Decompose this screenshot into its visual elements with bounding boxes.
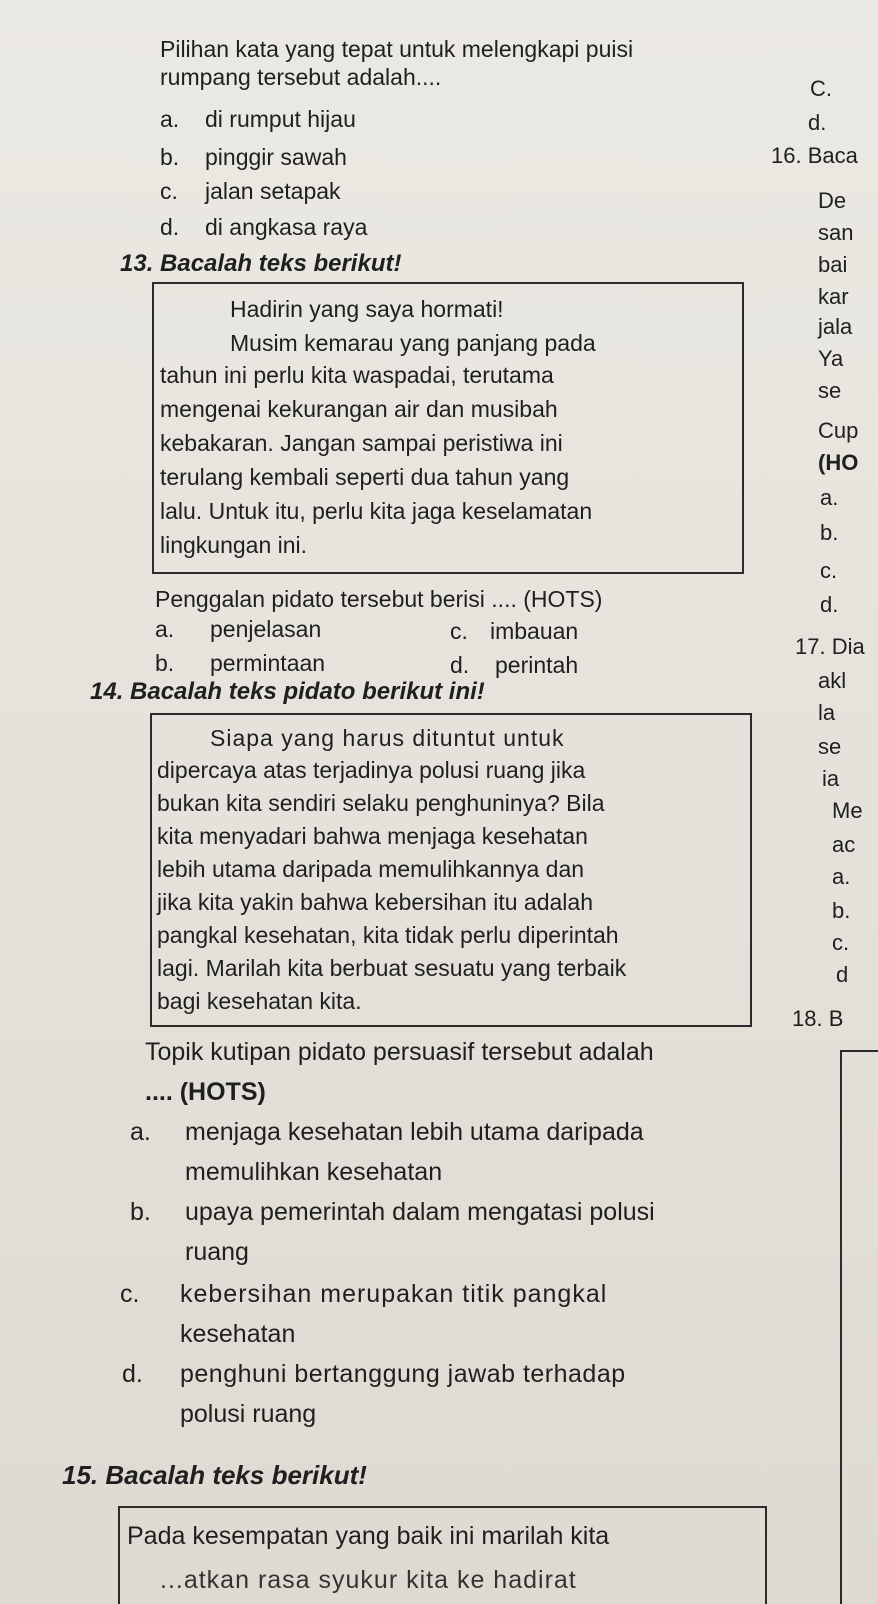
right-col-item: kar [818,284,849,309]
q15-box-line-1: Pada kesempatan yang baik ini marilah kita [127,1522,610,1550]
q13-option-c-letter: c. [450,618,468,644]
q13-box-line-7: lalu. Untuk itu, perlu kita jaga keselamatan [160,498,593,524]
q15-box-line-2: ...atkan rasa syukur kita ke hadirat [160,1566,577,1594]
q14-title: 14. Bacalah teks pidato berikut ini! [90,678,485,705]
right-col-box-edge [840,1050,878,1604]
q12-stem-line-1: Pilihan kata yang tepat untuk melengkapi puisi [160,36,634,62]
q14-box-line-8: lagi. Marilah kita berbuat sesuatu yang terbaik [157,955,627,981]
right-col-item: Ya [818,346,844,371]
q13-option-c-text: imbauan [490,618,579,644]
right-col-item: b. [820,520,839,545]
q13-box-line-8: lingkungan ini. [160,532,308,558]
right-col-item: b. [832,898,851,923]
right-col-item: c. [820,558,838,583]
q14-stem-line-2: .... (HOTS) [145,1078,266,1106]
q14-box-line-4: kita menyadari bahwa menjaga kesehatan [157,823,588,849]
q14-option-b-letter: b. [130,1198,151,1226]
right-col-item: Cup [818,418,859,443]
q14-box-line-6: jika kita yakin bahwa kebersihan itu adalah [157,889,593,915]
q13-box-line-6: terulang kembali seperti dua tahun yang [160,464,570,490]
q14-option-d-line-2: polusi ruang [180,1400,317,1428]
q12-option-b-letter: b. [160,144,180,170]
right-col-item: d. [808,110,827,135]
q14-option-d-letter: d. [122,1360,143,1388]
q13-option-d-text: perintah [495,652,579,678]
q14-box-line-2: dipercaya atas terjadinya polusi ruang jika [157,757,586,783]
right-col-item: se [818,378,842,403]
right-col-item: jala [818,314,853,339]
q12-option-d-text: di angkasa raya [205,214,368,240]
q14-box-line-7: pangkal kesehatan, kita tidak perlu diperintah [157,922,619,948]
right-col-item: san [818,220,854,245]
q14-option-a-line-1: menjaga kesehatan lebih utama daripada [185,1118,644,1146]
q13-option-a-letter: a. [155,616,175,642]
right-col-item: d. [820,592,839,617]
right-col-item: bai [818,252,848,277]
right-col-item: 17. Dia [795,634,865,659]
q13-option-d-letter: d. [450,652,470,678]
q13-box-line-1: Hadirin yang saya hormati! [230,296,504,322]
q15-title: 15. Bacalah teks berikut! [62,1460,367,1490]
right-col-item: a. [820,485,839,510]
q13-box-line-2: Musim kemarau yang panjang pada [230,330,596,356]
right-col-item: a. [832,864,851,889]
q14-option-a-letter: a. [130,1118,151,1146]
q14-box-line-3: bukan kita sendiri selaku penghuninya? Bila [157,790,605,816]
q13-option-b-text: permintaan [210,650,326,676]
q14-option-d-line-1: penghuni bertanggung jawab terhadap [180,1360,626,1388]
q12-option-c-letter: c. [160,178,178,204]
right-col-item: ia [822,766,840,791]
q14-box-line-1: Siapa yang harus dituntut untuk [210,725,565,751]
q13-option-a-text: penjelasan [210,616,322,642]
q12-option-b-text: pinggir sawah [205,144,347,170]
q14-option-c-letter: c. [120,1280,140,1308]
right-col-item: 16. Baca [771,143,858,168]
right-col-item: d [836,962,849,987]
q14-option-b-line-1: upaya pemerintah dalam mengatasi polusi [185,1198,655,1226]
q13-text-box [152,282,744,574]
right-col-item: la [818,700,836,725]
right-col-item: akl [818,668,847,693]
q14-stem-line-1: Topik kutipan pidato persuasif tersebut adalah [145,1038,654,1066]
q13-option-b-letter: b. [155,650,175,676]
q14-box-line-5: lebih utama daripada memulihkannya dan [157,856,585,882]
q12-option-d-letter: d. [160,214,180,240]
q12-option-c-text: jalan setapak [205,178,341,204]
right-col-item: C. [810,76,832,101]
right-col-item: se [818,734,842,759]
q14-option-b-line-2: ruang [185,1238,249,1266]
q12-option-a-letter: a. [160,106,180,132]
q12-option-a-text: di rumput hijau [205,106,356,132]
q13-box-line-5: kebakaran. Jangan sampai peristiwa ini [160,430,563,456]
right-col-item: De [818,188,847,213]
right-col-item: ac [832,832,856,857]
q13-title: 13. Bacalah teks berikut! [120,250,402,277]
q14-option-c-line-2: kesehatan [180,1320,296,1348]
right-col-item: Me [832,798,863,823]
q13-box-line-3: tahun ini perlu kita waspadai, terutama [160,362,554,388]
q13-stem: Penggalan pidato tersebut berisi .... (HOTS) [155,586,603,612]
q14-box-line-9: bagi kesehatan kita. [157,988,362,1014]
right-col-item: (HO [818,450,859,475]
q13-box-line-4: mengenai kekurangan air dan musibah [160,396,558,422]
q14-option-c-line-1: kebersihan merupakan titik pangkal [180,1280,608,1308]
right-col-item: c. [832,930,850,955]
right-col-item: 18. B [792,1006,844,1031]
q12-stem-line-2: rumpang tersebut adalah.... [160,64,442,90]
q14-option-a-line-2: memulihkan kesehatan [185,1158,443,1186]
